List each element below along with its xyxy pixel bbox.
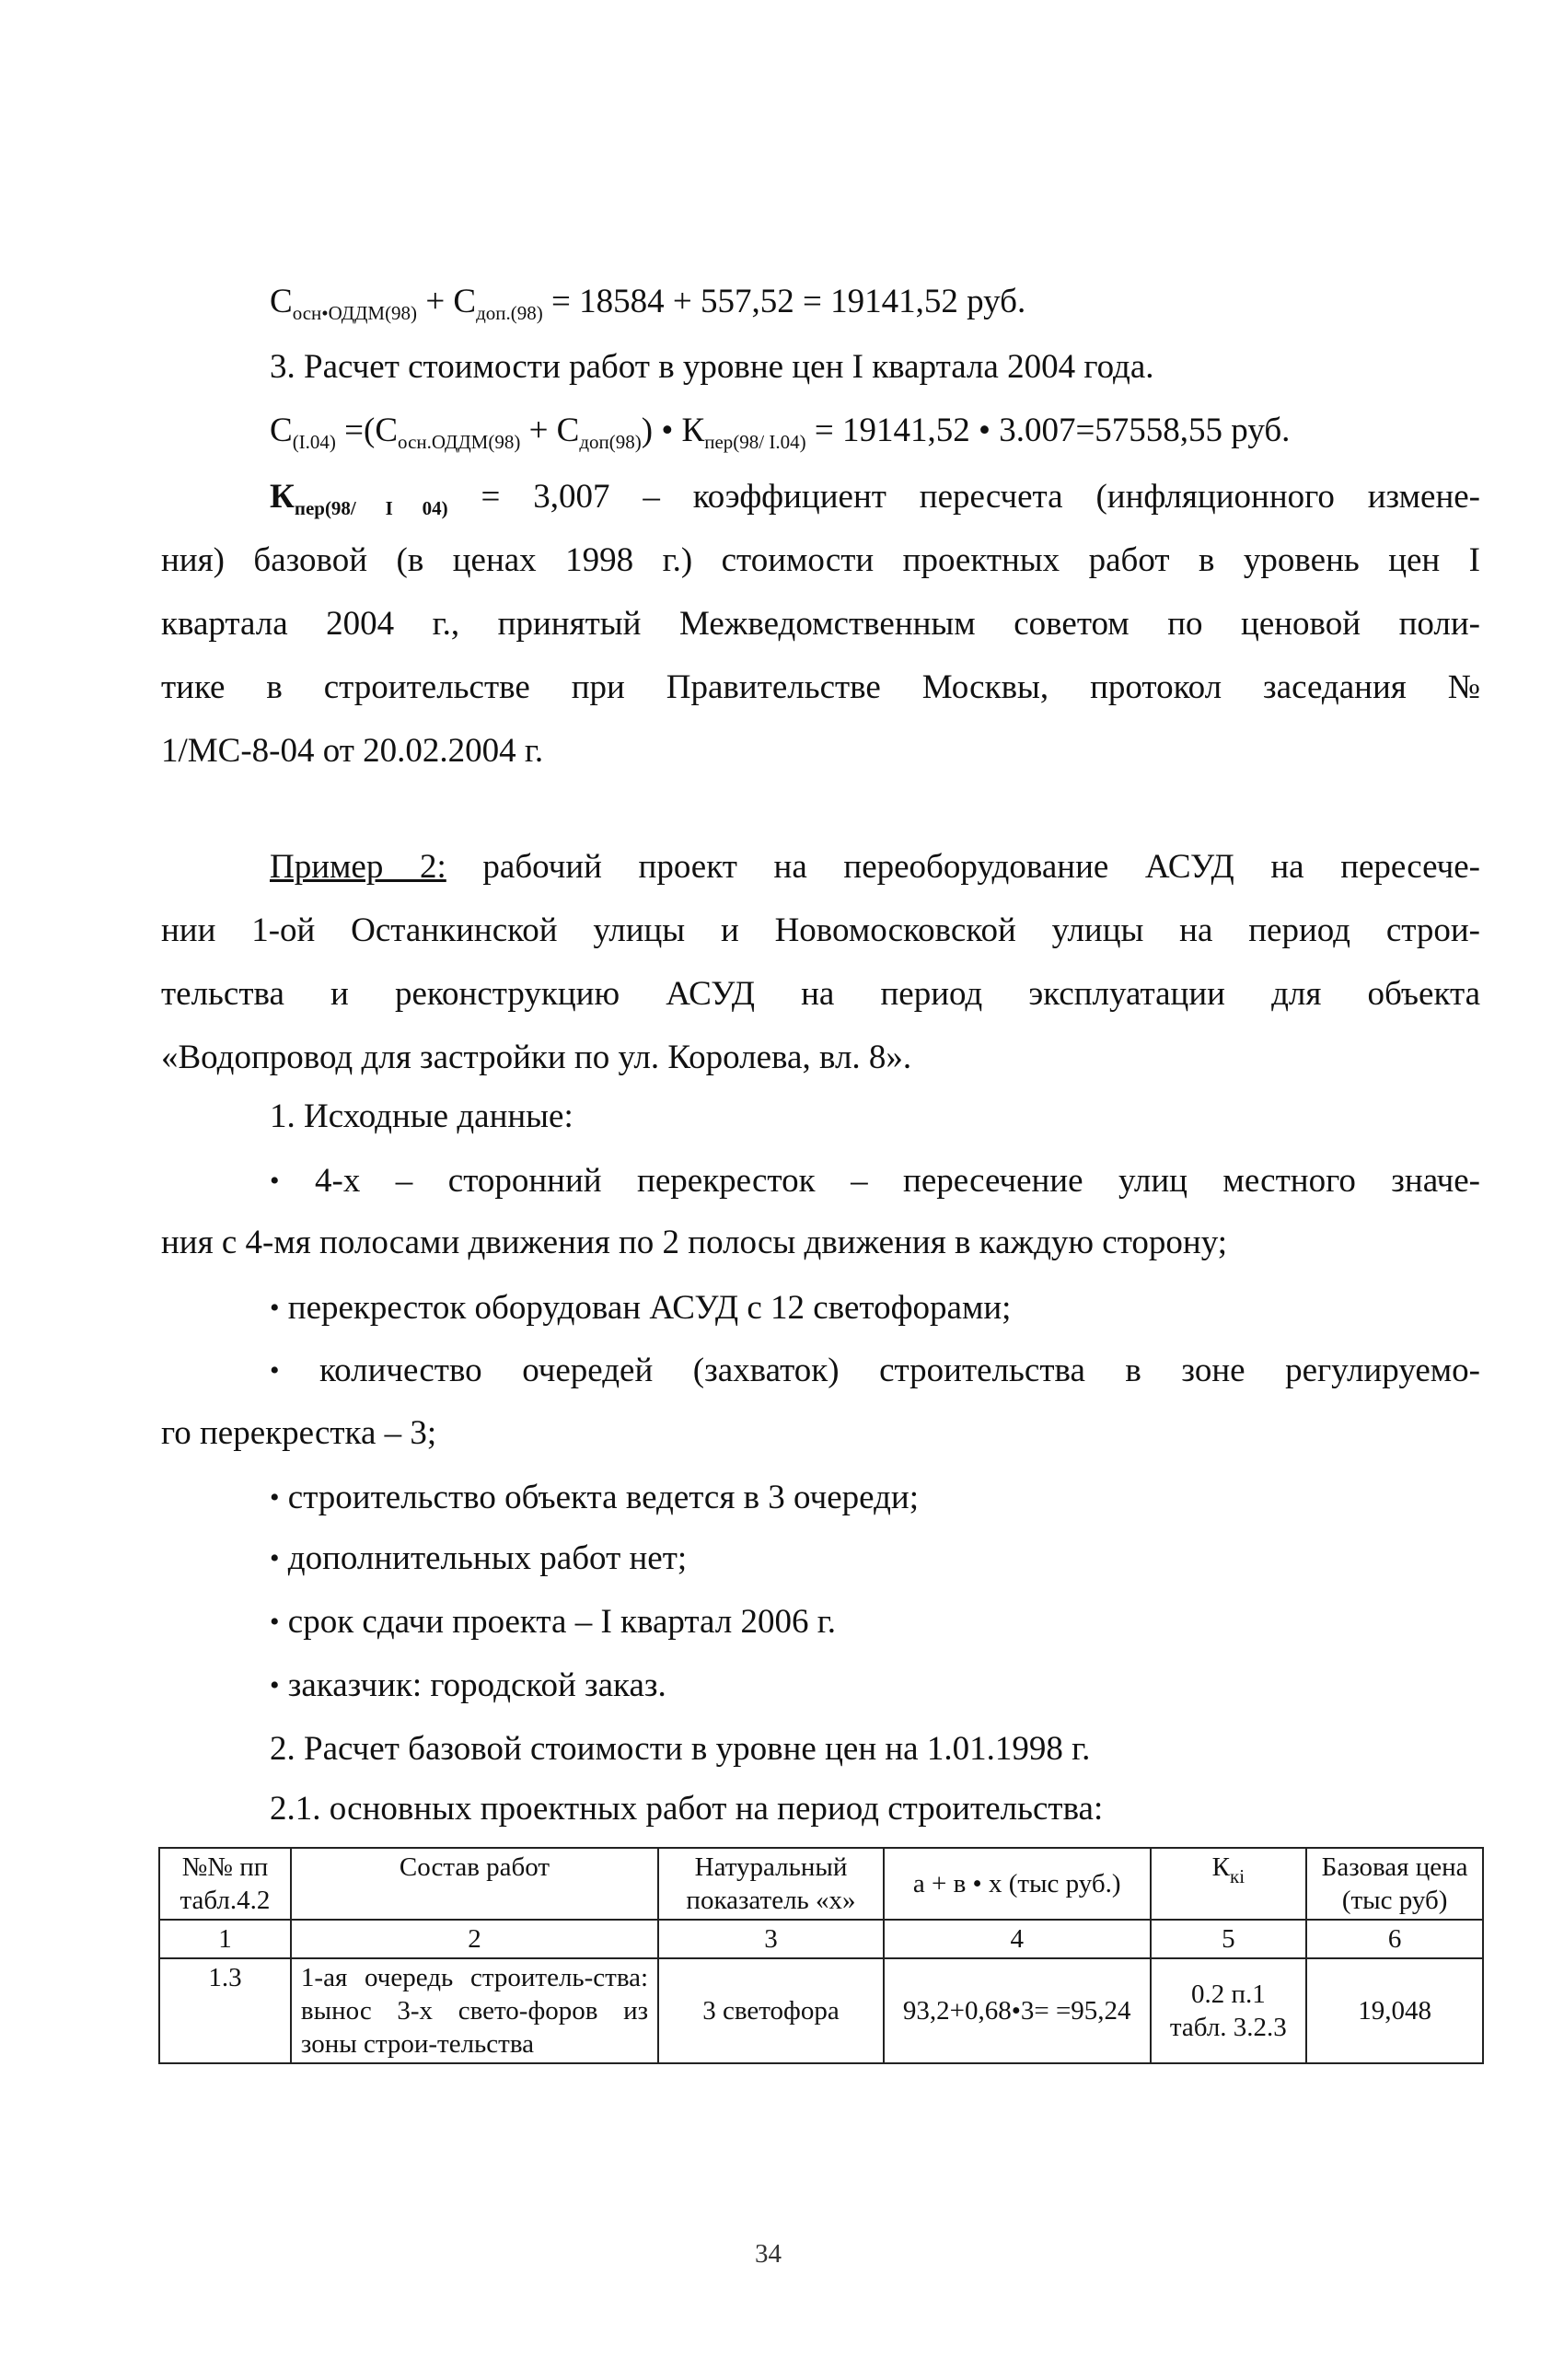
bullet-4: • строительство объекта ведется в 3 очереди; [270,1479,919,1516]
table-cell: 0.2 п.1 табл. 3.2.3 [1151,1958,1307,2063]
example-2-line-3: тельства и реконструкцию АСУД на период эксплуатации для объекта [161,975,1480,1013]
bullet-7: • заказчик: городской заказ. [270,1666,666,1704]
section-2-1-heading: 2.1. основных проектных работ на период строительства: [270,1790,1104,1828]
table-number-row [159,1920,1483,1958]
kper-paragraph-line-2: ния) базовой (в ценах 1998 г.) стоимости проектных работ в уровень цен I [161,541,1480,579]
section-2-heading: 2. Расчет базовой стоимости в уровне цен на 1.01.1998 г. [270,1730,1091,1768]
example-2-line-4: «Водопровод для застройки по ул. Королева, вл. 8». [161,1039,912,1076]
bullet-5: • дополнительных работ нет; [270,1539,688,1577]
bullet-3-line-1: • количество очередей (захваток) строительства в зоне регулируемо- [270,1352,1480,1389]
column-number-cell: 1 [159,1920,291,1958]
kper-paragraph-line-5: 1/МС-8-04 от 20.02.2004 г. [161,732,544,770]
header-cell: Базовая цена (тыс руб) [1306,1848,1483,1920]
section-3-heading: 3. Расчет стоимости работ в уровне цен I квартала 2004 года. [270,348,1154,386]
table-row [159,1958,1483,2063]
page-number: 34 [755,2239,782,2269]
header-cell: Натуральный показатель «х» [658,1848,884,1920]
header-cell: а + в • х (тыс руб.) [884,1848,1151,1920]
bullet-3-line-2: го перекрестка – 3; [161,1414,437,1452]
bullet-1-line-1: • 4-х – сторонний перекресток – пересечение улиц местного значе- [270,1162,1481,1200]
example-2-line-2: нии 1-ой Останкинской улицы и Новомосковской улицы на период строи- [161,911,1480,949]
bullet-2: • перекресток оборудован АСУД с 12 светофорами; [270,1289,1012,1327]
column-number-cell: 6 [1306,1920,1483,1958]
formula-indexed-cost: $С_{(I.04)} =(С_{осн.ОДДМ(98)} + С_{доп(98)})$ • $К_{пер(98/ I.04)} = 19141,52$ • 3.007=57558,55 руб. [270,412,1291,453]
formula-base-cost: $С_{осн•ОДДМ(98)} + С_{доп.(98)} = 18584 + 557,52 = 19141,52$ руб. [270,283,1026,324]
kper-paragraph-line-3: квартала 2004 г., принятый Межведомственным советом по ценовой поли- [161,605,1480,643]
table-cell: 3 светофора [658,1958,884,2063]
table-cell: 19,048 [1306,1958,1483,2063]
table-cell: 1.3 [159,1958,291,2063]
column-number-cell: 2 [291,1920,658,1958]
header-cell: №№ пп табл.4.2 [159,1848,291,1920]
example-2-line-1: Пример 2: рабочий проект на переоборудование АСУД на пересече- [270,848,1480,886]
bullet-1-line-2: ния с 4-мя полосами движения по 2 полосы движения в каждую сторону; [161,1224,1228,1261]
example-2-label: Пример 2: [270,848,446,886]
works-cost-table [158,1847,1484,2064]
kper-paragraph-line-1: $К_{пер(98/ I 04)} = 3,007$ – коэффициент пересчета (инфляционного измене- [270,478,1481,519]
bullet-6: • срок сдачи проекта – I квартал 2006 г. [270,1603,837,1641]
table-header-row [159,1848,1483,1920]
table-cell: 93,2+0,68•3= =95,24 [884,1958,1151,2063]
column-number-cell: 3 [658,1920,884,1958]
header-cell: $К_{кi}$ [1151,1848,1307,1920]
table-cell: 1-ая очередь строитель-ства: вынос 3-х свето-форов из зоны строи-тельства [291,1958,658,2063]
column-number-cell: 4 [884,1920,1151,1958]
initial-data-heading: 1. Исходные данные: [270,1097,573,1135]
header-cell: Состав работ [291,1848,658,1920]
kper-paragraph-line-4: тике в строительстве при Правительстве Москвы, протокол заседания № [161,668,1480,706]
column-number-cell: 5 [1151,1920,1307,1958]
